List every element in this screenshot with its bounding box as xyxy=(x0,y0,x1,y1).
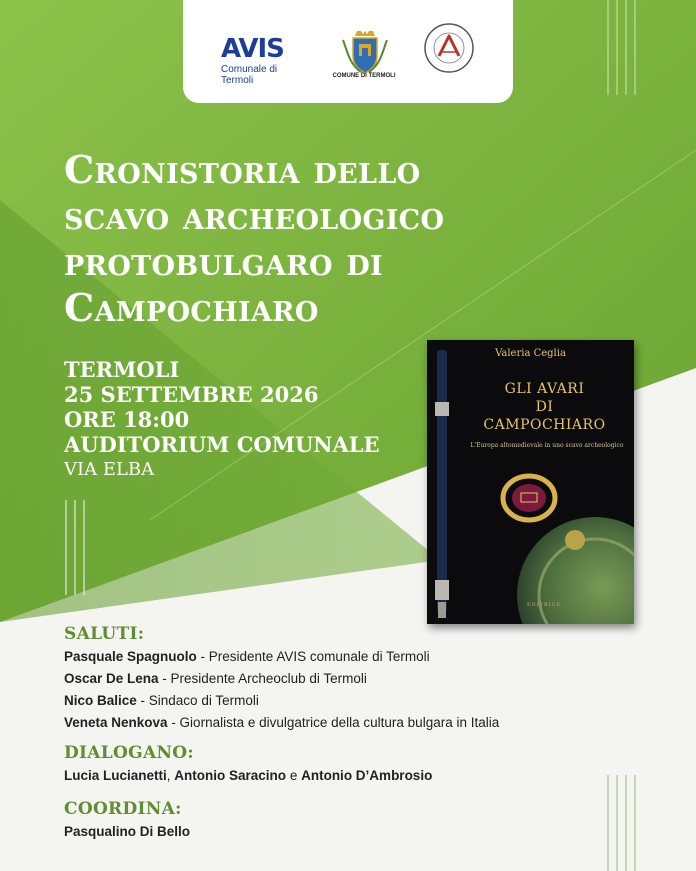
book-publisher: EDITRICE xyxy=(527,602,562,608)
dialogano-heading: DIALOGANO: xyxy=(64,743,194,763)
person-name: Pasqualino Di Bello xyxy=(64,824,191,839)
saluti-heading: SALUTI: xyxy=(64,624,145,644)
comune-label: COMUNE DI TERMOLI xyxy=(332,73,396,79)
name-separator: e xyxy=(286,768,302,783)
person-role: - Giornalista e divulgatrice della cultura bulgara in Italia xyxy=(167,715,500,730)
title-line: protobulgaro di xyxy=(64,239,383,284)
person-name: Antonio Saracino xyxy=(174,768,287,783)
person-role: - Sindaco di Termoli xyxy=(136,693,259,708)
event-address: VIA ELBA xyxy=(64,459,155,480)
person-role: - Presidente AVIS comunale di Termoli xyxy=(196,649,430,664)
person-role: - Presidente Archeoclub di Termoli xyxy=(158,671,367,686)
saluti-item xyxy=(64,649,430,664)
coordina-heading: COORDINA: xyxy=(64,799,182,819)
saluti-item xyxy=(64,671,367,686)
event-city: TERMOLI xyxy=(64,357,180,382)
title-line: Campochiaro xyxy=(64,285,319,330)
dialogano-names xyxy=(64,768,432,783)
title-line: Cronistoria dello xyxy=(64,147,421,192)
book-title-line: DI xyxy=(535,399,554,415)
person-name: Veneta Nenkova xyxy=(64,715,168,730)
book-cover xyxy=(427,340,634,624)
title-line: scavo archeologico xyxy=(64,193,445,238)
logo-bar xyxy=(183,0,513,103)
saluti-item xyxy=(64,693,259,708)
book-title-line: CAMPOCHIARO xyxy=(483,417,606,433)
person-name: Antonio D’Ambrosio xyxy=(301,768,433,783)
book-author: Valeria Ceglia xyxy=(495,348,566,359)
coordina-name xyxy=(64,824,190,839)
event-info xyxy=(64,357,424,482)
person-name: Lucia Lucianetti xyxy=(64,768,167,783)
person-name: Pasquale Spagnuolo xyxy=(64,649,197,664)
avis-subtitle: Comunale di Termoli xyxy=(221,64,278,86)
name-separator: , xyxy=(166,768,175,783)
event-title xyxy=(64,147,644,331)
person-name: Oscar De Lena xyxy=(64,671,159,686)
archeoclub-logo-icon xyxy=(423,22,475,74)
book-subtitle: L'Europa altomedievale in uno scavo archeologico xyxy=(470,442,624,449)
avis-logo xyxy=(221,36,311,86)
saluti-item xyxy=(64,715,499,730)
book-title-line: GLI AVARI xyxy=(504,381,585,397)
person-name: Nico Balice xyxy=(64,693,137,708)
avis-wordmark: AVIS xyxy=(221,34,284,64)
event-venue: AUDITORIUM COMUNALE xyxy=(64,432,380,457)
book-title xyxy=(457,380,632,434)
event-date: 25 SETTEMBRE 2026 xyxy=(64,382,319,407)
event-time: ORE 18:00 xyxy=(64,407,190,432)
